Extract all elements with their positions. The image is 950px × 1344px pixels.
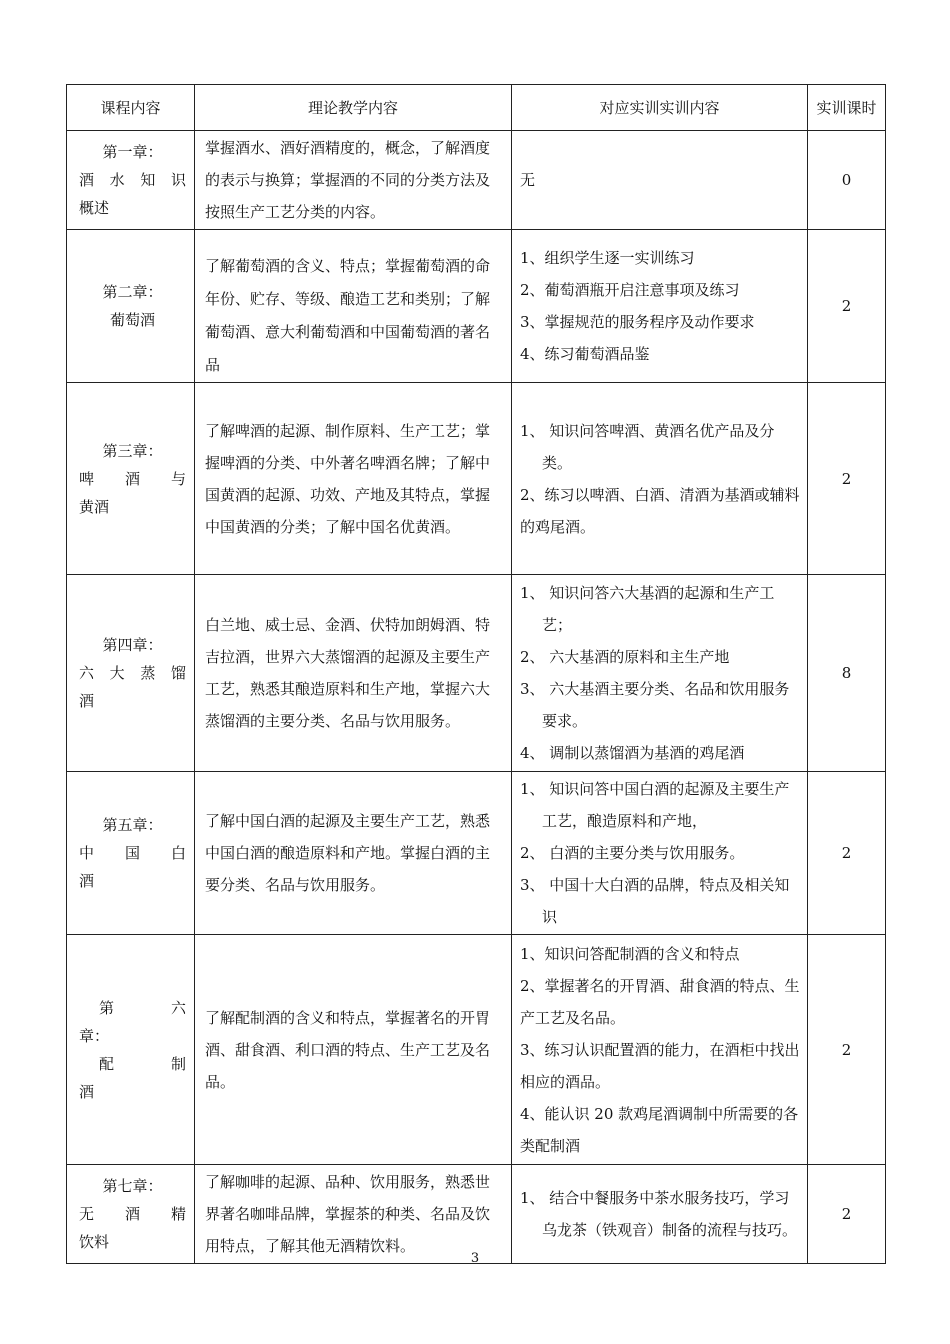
- training-item: 4、能认识 20 款鸡尾酒调制中所需要的各类配制酒: [520, 1104, 799, 1155]
- training-item: 1、 知识问答中国白酒的起源及主要生产工艺，酿造原料和产地，: [520, 780, 790, 830]
- hours-cell: 2: [808, 772, 886, 935]
- training-item: 2、葡萄酒瓶开启注意事项及练习: [520, 281, 740, 299]
- chapter-line: 第三章：: [102, 441, 163, 460]
- chapter-line: 配制: [99, 1054, 186, 1073]
- training-cell: [512, 935, 808, 1165]
- theory-cell: 了解咖啡的起源、品种、饮用服务，熟悉世界著名咖啡品牌，掌握茶的种类、名品及饮用特点，了解其他无酒精饮料。: [195, 1165, 512, 1264]
- table-row: [67, 383, 886, 575]
- hours-cell: 2: [808, 230, 886, 383]
- training-item: 无: [520, 171, 536, 189]
- theory-cell: 了解葡萄酒的含义、特点；掌握葡萄酒的命年份、贮存、等级、酿造工艺和类别；了解葡萄酒、意大利葡萄酒和中国葡萄酒的著名品: [195, 230, 512, 383]
- chapter-line: 第六: [99, 998, 186, 1017]
- training-item: 1、 知识问答六大基酒的起源和生产工艺；: [520, 584, 775, 634]
- training-item: 3、练习认识配置酒的能力，在酒柜中找出相应的酒品。: [520, 1040, 800, 1091]
- header-course-content: 课程内容: [67, 85, 195, 131]
- header-training-hours: 实训课时: [808, 85, 886, 131]
- training-item: 2、练习以啤酒、白酒、清酒为基酒或辅料的鸡尾酒。: [520, 485, 800, 536]
- hours-cell: 2: [808, 1165, 886, 1264]
- chapter-cell: [67, 935, 195, 1165]
- chapter-line: 第一章：: [102, 143, 163, 161]
- hours-cell: 2: [808, 383, 886, 575]
- chapter-cell: [67, 230, 195, 383]
- chapter-cell: [67, 131, 195, 230]
- chapter-cell: [67, 575, 195, 772]
- training-item: 1、 结合中餐服务中茶水服务技巧，学习乌龙茶（铁观音）制备的流程与技巧。: [520, 1189, 798, 1239]
- chapter-line: 概述: [79, 199, 110, 217]
- hours-cell: 2: [808, 935, 886, 1165]
- table-row: [67, 575, 886, 772]
- training-cell: [512, 131, 808, 230]
- page-number: 3: [470, 1251, 480, 1266]
- training-cell: [512, 1165, 808, 1264]
- training-item: 3、 六大基酒主要分类、名品和饮用服务要求。: [520, 680, 790, 730]
- table-row: [67, 131, 886, 230]
- training-item: 2、 六大基酒的原料和主生产地: [520, 648, 730, 666]
- hours-cell: 8: [808, 575, 886, 772]
- training-cell: [512, 230, 808, 383]
- chapter-line: 无酒精: [79, 1205, 186, 1223]
- chapter-line: 酒水知识: [79, 171, 186, 189]
- chapter-line: 第五章：: [102, 816, 163, 834]
- table-row: [67, 935, 886, 1165]
- course-table: [66, 84, 886, 1264]
- chapter-line: 第二章：: [102, 283, 163, 301]
- chapter-line: 中国白: [79, 844, 186, 862]
- header-row: [67, 85, 886, 131]
- theory-cell: 白兰地、威士忌、金酒、伏特加朗姆酒、特吉拉酒，世界六大蒸馏酒的起源及主要生产工艺，熟悉其酿造原料和生产地，掌握六大蒸馏酒的主要分类、名品与饮用服务。: [195, 575, 512, 772]
- chapter-line: 第七章：: [102, 1177, 163, 1195]
- header-training-content: 对应实训实训内容: [512, 85, 808, 131]
- chapter-line: 酒: [79, 692, 95, 710]
- table-row: [67, 772, 886, 935]
- chapter-line: 黄酒: [79, 497, 110, 516]
- theory-cell: 了解啤酒的起源、制作原料、生产工艺；掌握啤酒的分类、中外著名啤酒名牌；了解中国黄酒的起源、功效、产地及其特点，掌握中国黄酒的分类；了解中国名优黄酒。: [195, 383, 512, 575]
- theory-cell: 掌握酒水、酒好酒精度的，概念，了解酒度的表示与换算；掌握酒的不同的分类方法及按照生产工艺分类的内容。: [195, 131, 512, 230]
- training-item: 2、 白酒的主要分类与饮用服务。: [520, 844, 745, 862]
- chapter-cell: [67, 1165, 195, 1264]
- training-item: 3、 中国十大白酒的品牌，特点及相关知识: [520, 876, 790, 926]
- hours-cell: 0: [808, 131, 886, 230]
- chapter-line: 葡萄酒: [109, 311, 155, 329]
- training-item: 1、知识问答配制酒的含义和特点: [520, 944, 740, 963]
- chapter-cell: [67, 383, 195, 575]
- table-row: [67, 1165, 886, 1264]
- training-cell: [512, 383, 808, 575]
- theory-cell: 了解中国白酒的起源及主要生产工艺，熟悉中国白酒的酿造原料和产地。掌握白酒的主要分类、名品与饮用服务。: [195, 772, 512, 935]
- training-item: 2、掌握著名的开胃酒、甜食酒的特点、生产工艺及名品。: [520, 976, 800, 1027]
- training-item: 4、练习葡萄酒品鉴: [520, 345, 650, 363]
- theory-cell: 了解配制酒的含义和特点，掌握著名的开胃酒、甜食酒、利口酒的特点、生产工艺及名品。: [195, 935, 512, 1165]
- chapter-line: 第四章：: [102, 636, 163, 654]
- table-row: [67, 230, 886, 383]
- training-item: 1、 知识问答啤酒、黄酒名优产品及分类。: [520, 421, 775, 472]
- chapter-line: 酒: [79, 1082, 95, 1101]
- training-item: 1、组织学生逐一实训练习: [520, 249, 695, 267]
- header-theory-content: 理论教学内容: [195, 85, 512, 131]
- training-item: 3、掌握规范的服务程序及动作要求: [520, 313, 755, 331]
- chapter-line: 酒: [79, 872, 95, 890]
- training-item: 4、 调制以蒸馏酒为基酒的鸡尾酒: [520, 744, 745, 762]
- training-cell: [512, 575, 808, 772]
- chapter-line: 六大蒸馏: [79, 664, 186, 682]
- chapter-cell: [67, 772, 195, 935]
- chapter-line: 章：: [79, 1026, 110, 1045]
- chapter-line: 饮料: [79, 1233, 110, 1251]
- training-cell: [512, 772, 808, 935]
- chapter-line: 啤酒与: [79, 469, 186, 488]
